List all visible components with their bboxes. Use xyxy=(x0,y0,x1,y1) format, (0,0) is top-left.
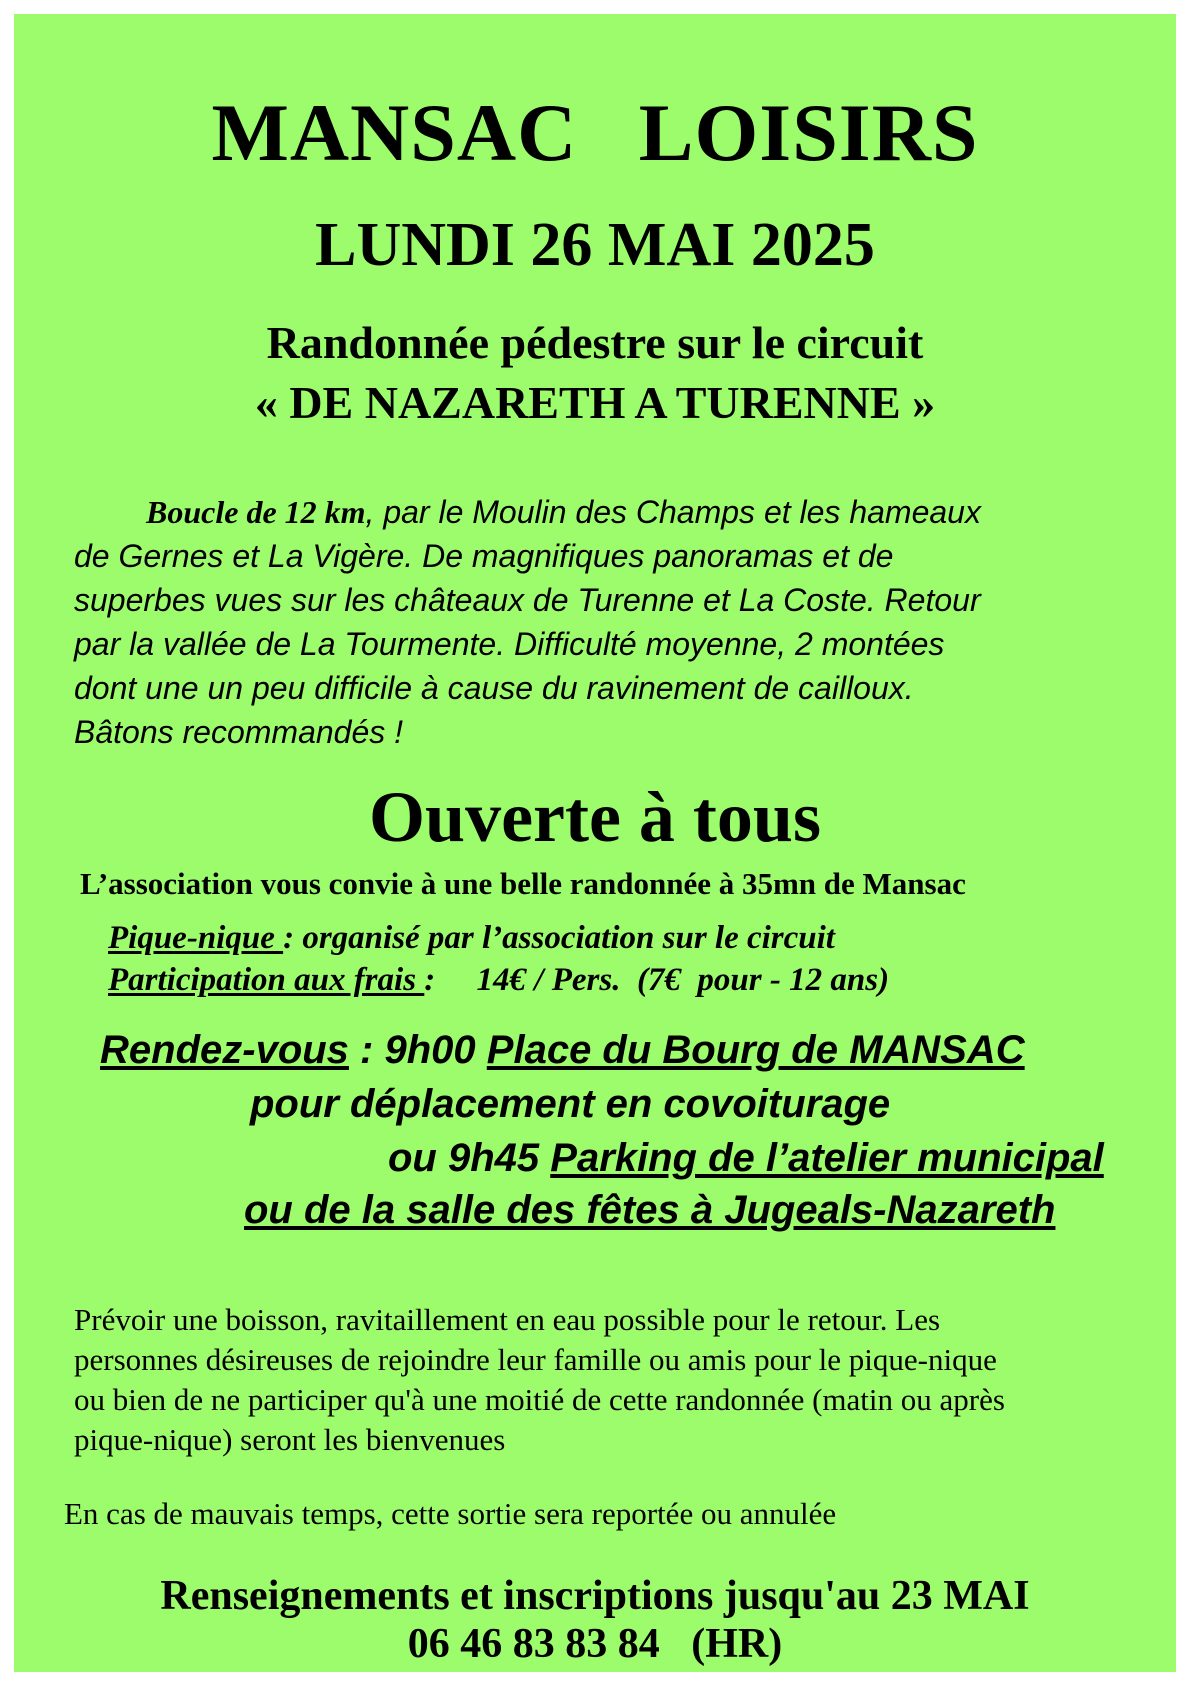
meeting-line-1 xyxy=(100,1028,1025,1073)
contact-line-1: Renseignements et inscriptions jusqu'au 23 MAI xyxy=(160,1573,1030,1619)
association-line: L’association vous convie à une belle randonnée à 35mn de Mansac xyxy=(80,866,966,901)
subtitle-line-2: « DE NAZARETH A TURENNE » xyxy=(254,377,936,428)
flyer xyxy=(14,14,1176,1672)
description xyxy=(74,490,1134,754)
meeting-label: Rendez-vous xyxy=(100,1028,349,1072)
practical-note: Prévoir une boisson, ravitaillement en eau possible pour le retour. Les personnes désireuses de rejoindre leur famille ou amis pour le pique-nique ou bien de ne participer qu'à une moitié de cette randonnée (matin ou après pique-nique) seront les bienvenues xyxy=(74,1302,1005,1457)
subtitle-line-1: Randonnée pédestre sur le circuit xyxy=(266,317,924,368)
fees-line xyxy=(108,962,889,999)
description-lead: Boucle de 12 km xyxy=(146,494,366,530)
picnic-label: Pique-nique xyxy=(108,920,284,956)
meeting-place-2: Parking de l’atelier municipal xyxy=(550,1136,1104,1180)
open-heading: Ouverte à tous xyxy=(369,777,821,857)
title: MANSAC LOISIRS xyxy=(211,87,979,178)
meeting-time-2: ou 9h45 xyxy=(388,1136,551,1180)
contact-phone: 06 46 83 83 84 (HR) xyxy=(407,1621,783,1667)
meeting-line-2: pour déplacement en covoiturage xyxy=(250,1082,891,1126)
event-date: LUNDI 26 MAI 2025 xyxy=(315,211,875,279)
picnic-line xyxy=(108,920,835,957)
picnic-text: : organisé par l’association sur le circuit xyxy=(283,920,835,956)
meeting-time-1: : 9h00 xyxy=(348,1028,487,1072)
meeting-line-4: ou de la salle des fêtes à Jugeals-Nazareth xyxy=(244,1188,1056,1232)
description-text: , par le Moulin des Champs et les hameaux de Gernes et La Vigère. De magnifiques panoramas et de superbes vues sur les châteaux de Turenne et La Coste. Retour par la vallée de La Tourmente. Difficulté moyenne, 2 montées dont une un peu difficile à cause du ravinement de cailloux. Bâtons recommandés ! xyxy=(74,494,981,750)
meeting-place-1: Place du Bourg de MANSAC xyxy=(486,1028,1025,1072)
fees-text: : 14€ / Pers. (7€ pour - 12 ans) xyxy=(424,962,890,998)
fees-label: Participation aux frais xyxy=(108,962,425,998)
meeting-line-3 xyxy=(388,1136,1104,1181)
weather-note: En cas de mauvais temps, cette sortie sera reportée ou annulée xyxy=(64,1496,837,1531)
